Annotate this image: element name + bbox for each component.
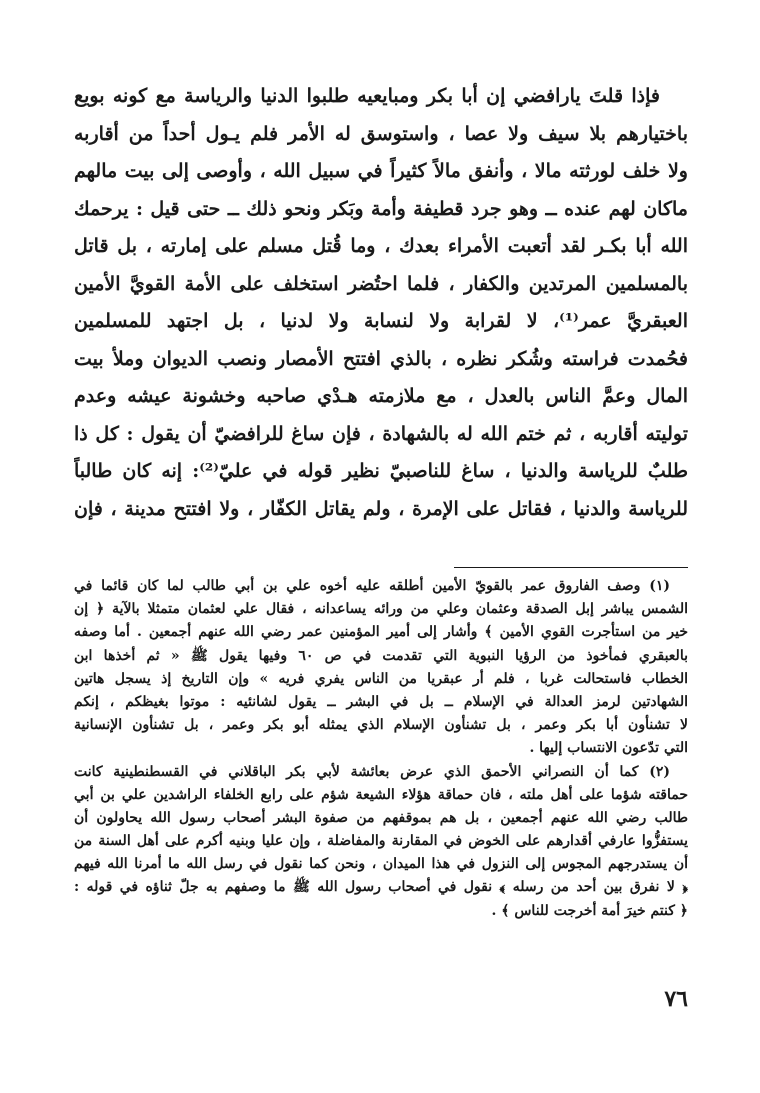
body-line: باختيارهم بلا سيف ولا عصا ، واستوسق له الأمر فلم يـول أحداً من أقاربه [74,122,688,145]
footnote-line: حماقته شؤما على أهل ملته ، فان حماقة هؤلاء الشيعة شؤم على رابع الخلفاء الراشدين علي بن أبي [74,786,688,803]
footnote-separator [454,567,688,568]
body-line: للرياسة والدنيا ، فقاتل على الإمرة ، ولم يقاتل الكفّار ، ولا افتتح مدينة ، فإن [74,497,688,520]
footnote-line: ﴿ لا نفرق بين أحد من رسله ﴾ نقول في أصحاب رسول الله ﷺ ما وصفهم به جلّ ثناؤه في قوله : [74,879,688,896]
footnote-line: التي تدّعون الانتساب إليها . [529,740,688,757]
body-line: فإذا قلتَ يارافضي إن أبا بكر ومبايعيه طلبوا الدنيا والرياسة مع كونه بويع [74,85,660,107]
body-line: العبقريَّ عمر⁽¹⁾، لا لقرابة ولا لنسابة ولا لدنيا ، بل اجتهد للمسلمين [74,310,688,332]
body-line: ولا خلف لورثته مالا ، وأنفق مالاً كثيراً في سبيل الله ، وأوصى إلى بيت مالهم [74,160,688,182]
main-text-block [74,78,688,528]
footnote-line: ﴿ كنتم خيرَ أمة أخرجت للناس ﴾ . [491,902,688,919]
page-number: ٧٦ [664,986,688,1012]
body-line: ماكان لهم عنده ــ وهو جرد قطيفة وأمة وبَكر ونحو ذلك ــ حتى قيل : يرحمك [74,197,688,220]
footnote-line: (١) وصف الفاروق عمر بالقويّ الأمين أطلقه عليه أخوه علي بن أبي طالب لما كان قائما في [74,578,670,594]
body-line: طلبٌ للرياسة والدنيا ، ساغ للناصبيّ نظير قوله في عليّ⁽²⁾: إنه كان طالباً [74,460,688,482]
footnote-line: يستفزُّوا عارفي أقدارهم على الخوض في المقارنة والمفاضلة ، وإن عليا وبنيه أكرم على أهل السنة من [74,833,688,850]
footnotes-block [74,575,688,923]
footnote-line: (٢) كما أن النصراني الأحمق الذي عرض بعائشة لأبي بكر الباقلاني في القسطنطينية كانت [74,763,670,780]
footnote-line: بالعبقري فمأخوذ من الرؤيا النبوية التي تقدمت في ص ٦٠ وفيها يقول ﷺ « ثم أخذها ابن [74,647,688,664]
body-line: فحُمدت فراسته وشُكر نظره ، بالذي افتتح الأمصار ونصب الديوان وملأ بيت [74,347,688,370]
body-line: المال وعمَّ الناس بالعدل ، مع ملازمته هـدْي صاحبه وخشونة عيشه وعدم [74,385,688,407]
footnote-line: الخطاب فاستحالت غربا ، فلم أر عبقريا من الناس يفري فريه » وإن التاريخ إذ يسجل هاتين [74,670,688,687]
footnote-line: الشمس يباشر إبل الصدقة وعثمان وعلي من ورائه يساعدانه ، فقال علي لعثمان متمثلا بالآية ﴿ إن [74,601,688,618]
footnote-line: لا تشنأون أبا بكر وعمر ، بل تشنأون الإسلام الذي يمثله أبو بكر وعمر ، بل تشنأون الإنسانية [74,717,688,734]
footnote-line: طالب رضي الله عنهم أجمعين ، بل هم بموقفهم من صفوة البشر أصحاب رسول الله يحاولون أن [74,809,688,826]
body-line: الله أبا بكـر لقد أتعبت الأمراء بعدك ، وما قُتل مسلم على إمارته ، بل قاتل [74,235,688,257]
body-line: بالمسلمين المرتدين والكفار ، فلما احتُضر استخلف على الأمة القويَّ الأمين [74,272,688,295]
footnote-line: أن يستدرجهم المجوس إلى النزول في هذا الميدان ، ونحن كما نقول في رسل الله ما أمرنا الله فيهم [74,856,688,873]
footnote-line: الشهادتين لرمز العدالة في الإسلام ــ بل في البشر ــ يقول لشانئيه : موتوا بغيظكم ، إنكم [74,693,688,710]
footnote-line: خير من استأجرت القوي الأمين ﴾ وأشار إلى أمير المؤمنين عمر رضي الله عنهم أجمعين . أما وصفه [74,624,688,641]
body-line: توليته أقاربه ، ثم ختم الله له بالشهادة ، فإن ساغ للرافضيّ أن يقول : كل ذا [74,422,688,445]
